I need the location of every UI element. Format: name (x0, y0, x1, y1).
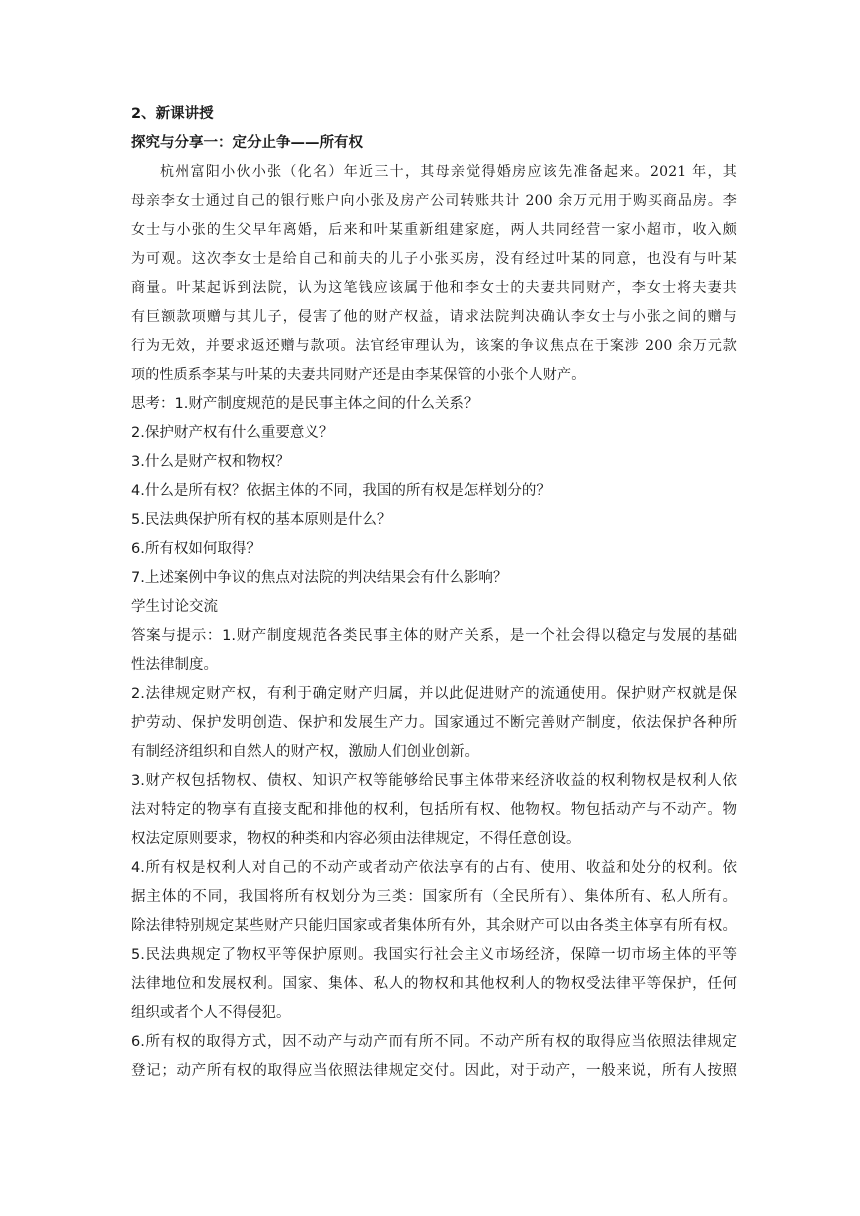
case-line: 母亲李女士通过自己的银行账户向小张及房产公司转账共计 200 余万元用于购买商品房。李 (131, 193, 737, 209)
answer-line: 5.民法典规定了物权平等保护原则。我国实行社会主义市场经济，保障一切市场主体的平等 (131, 947, 737, 963)
answer-line: 法律地位和发展权利。国家、集体、私人的物权和其他权利人的物权受法律平等保护，任何 (131, 976, 737, 992)
case-line: 商量。叶某起诉到法院，认为这笔钱应该属于他和李女士的夫妻共同财产，李女士将夫妻共 (131, 280, 737, 296)
question-item: 6.所有权如何取得？ (131, 541, 261, 557)
answer-line: 性法律制度。 (131, 657, 218, 673)
answer-line: 3.财产权包括物权、债权、知识产权等能够给民事主体带来经济收益的权利物权是权利人依 (131, 773, 737, 789)
answer-line: 权法定原则要求，物权的种类和内容必须由法律规定，不得任意创设。 (131, 831, 581, 847)
document-page (131, 100, 737, 1086)
answer-line: 据主体的不同，我国将所有权划分为三类：国家所有（全民所有）、集体所有、私人所有。 (131, 889, 737, 905)
answer-line: 有制经济组织和自然人的财产权，激励人们创业创新。 (131, 744, 479, 760)
answer-section (131, 622, 737, 1086)
case-line: 项的性质系李某与叶某的夫妻共同财产还是由李某保管的小张个人财产。 (131, 367, 586, 383)
answer-line: 登记；动产所有权的取得应当依照法律规定交付。因此，对于动产，一般来说，所有人按照 (131, 1063, 737, 1079)
question-list (131, 390, 737, 593)
case-line: 行为无效，并要求返还赠与款项。法官经审理认为，该案的争议焦点在于案涉 200 余万元款 (131, 338, 737, 354)
question-item: 5.民法典保护所有权的基本原则是什么？ (131, 512, 392, 528)
case-line: 有巨额款项赠与其儿子，侵害了他的财产权益，请求法院判决确认李女士与小张之间的赠与 (131, 309, 737, 325)
case-line: 为可观。这次李女士是给自己和前夫的儿子小张买房，没有经过叶某的同意，也没有与叶某 (131, 251, 737, 267)
case-paragraph (131, 158, 737, 390)
answer-line: 2.法律规定财产权，有利于确定财产归属，并以此促进财产的流通使用。保护财产权就是保 (131, 686, 737, 702)
question-item: 2.保护财产权有什么重要意义？ (131, 425, 334, 441)
answer-line: 护劳动、保护发明创造、保护和发展生产力。国家通过不断完善财产制度，依法保护各种所 (131, 715, 737, 731)
case-line: 女士与小张的生父早年离婚，后来和叶某重新组建家庭，两人共同经营一家小超市，收入颇 (131, 222, 737, 238)
case-line: 杭州富阳小伙小张（化名）年近三十，其母亲觉得婚房应该先准备起来。2021 年，其 (160, 164, 737, 180)
discussion-label: 学生讨论交流 (131, 599, 218, 615)
subheading: 探究与分享一：定分止争——所有权 (131, 135, 363, 151)
answer-line: 组织或者个人不得侵犯。 (131, 1005, 291, 1021)
question-item: 3.什么是财产权和物权？ (131, 454, 290, 470)
question-item: 7.上述案例中争议的焦点对法院的判决结果会有什么影响？ (131, 570, 508, 586)
answer-line: 答案与提示：1.财产制度规范各类民事主体的财产关系，是一个社会得以稳定与发展的基础 (131, 628, 737, 644)
section-heading: 2、新课讲授 (131, 106, 214, 122)
question-item: 思考：1.财产制度规范的是民事主体之间的什么关系？ (131, 396, 479, 412)
answer-line: 除法律特别规定某些财产只能归国家或者集体所有外，其余财产可以由各类主体享有所有权。 (131, 918, 737, 934)
answer-line: 6.所有权的取得方式，因不动产与动产而有所不同。不动产所有权的取得应当依照法律规定 (131, 1034, 737, 1050)
question-item: 4.什么是所有权？依据主体的不同，我国的所有权是怎样划分的？ (131, 483, 551, 499)
answer-line: 4.所有权是权利人对自己的不动产或者动产依法享有的占有、使用、收益和处分的权利。依 (131, 860, 737, 876)
answer-line: 法对特定的物享有直接支配和排他的权利，包括所有权、他物权。物包括动产与不动产。物 (131, 802, 737, 818)
